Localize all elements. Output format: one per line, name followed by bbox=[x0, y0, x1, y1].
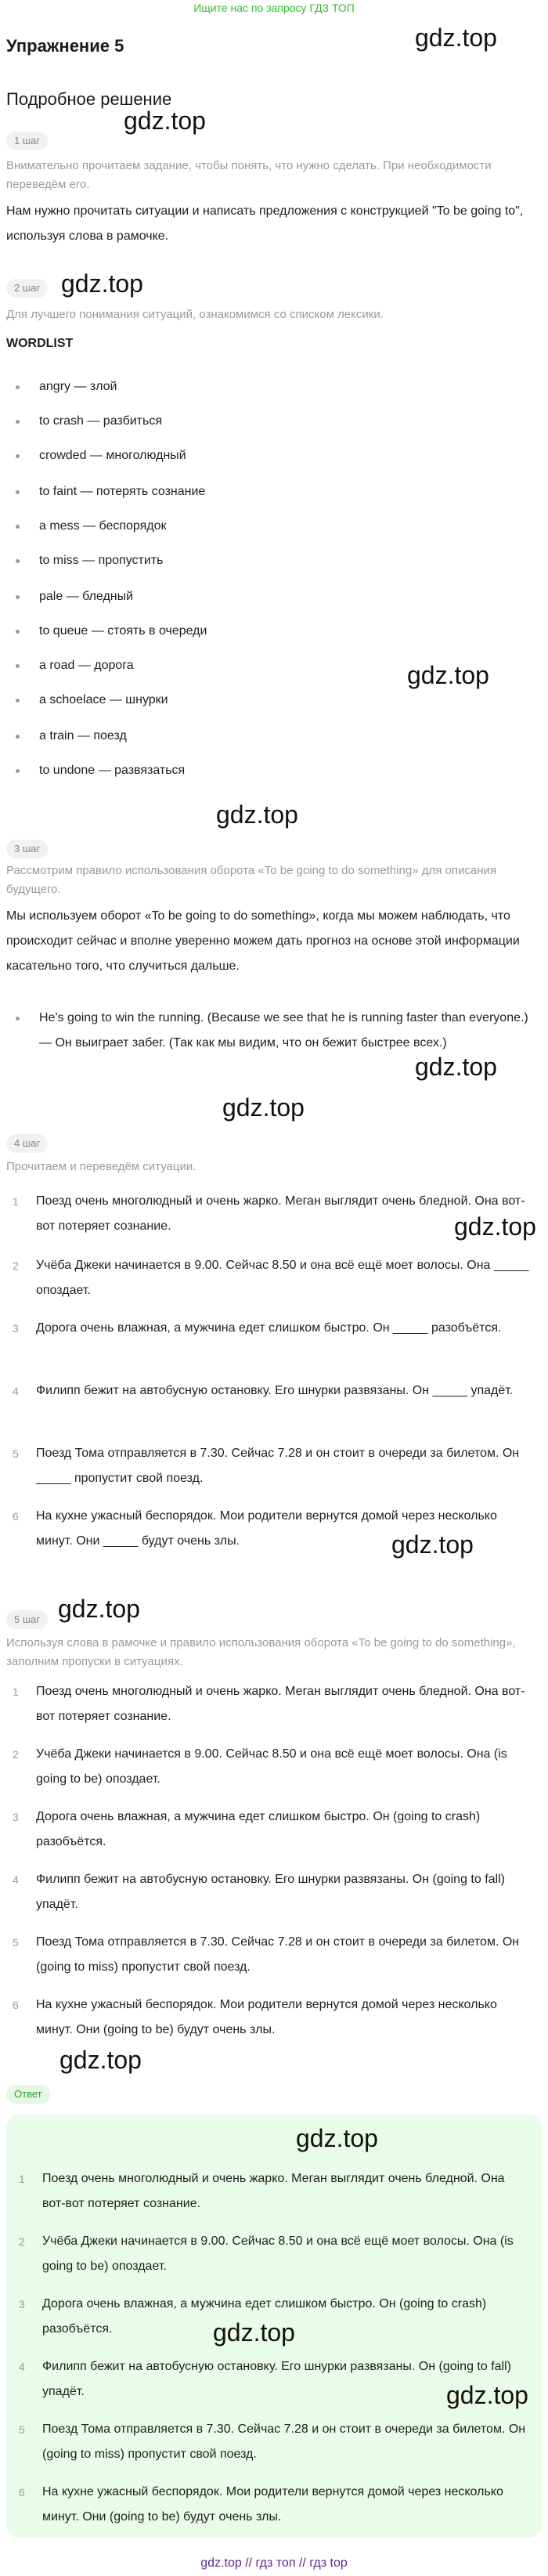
wordlist-heading: WORDLIST bbox=[6, 337, 74, 350]
step-description: Используя слова в рамочке и правило использования оборота «To be going to do something», заполним пропуски в ситуациях. bbox=[6, 1636, 516, 1668]
watermark: gdz.top bbox=[407, 661, 489, 689]
footer-links[interactable]: gdz.top // гдз топ // гдз top bbox=[200, 2556, 348, 2570]
step-description: Внимательно прочитаем задание, чтобы понять, что нужно сделать. При необходимости переведём его. bbox=[6, 159, 492, 191]
section-title: Подробное решение bbox=[6, 89, 172, 109]
watermark: gdz.top bbox=[446, 2381, 528, 2409]
step-description: Для лучшего понимания ситуаций, ознакомимся со списком лексики. bbox=[6, 308, 384, 321]
step-description: Прочитаем и переведём ситуации. bbox=[6, 1160, 196, 1173]
watermark: gdz.top bbox=[296, 2124, 378, 2152]
step-badge: 3 шаг bbox=[6, 840, 48, 858]
watermark: gdz.top bbox=[213, 2318, 295, 2347]
watermark: gdz.top bbox=[415, 1053, 497, 1081]
watermark: gdz.top bbox=[216, 800, 298, 829]
step-text: Мы используем оборот «To be going to do something», когда мы можем наблюдать, что происходит сейчас и вполне уверенно можем дать прогноз на основе этой информации касательно того, что случиться дальше. bbox=[6, 909, 520, 973]
step-text: Нам нужно прочитать ситуации и написать предложения с конструкцией "To be going to", используя слова в рамочке. bbox=[6, 204, 524, 243]
watermark: gdz.top bbox=[61, 269, 143, 298]
watermark: gdz.top bbox=[59, 2046, 142, 2074]
page-title: Упражнение 5 bbox=[6, 36, 124, 56]
search-banner: Ищите нас по запросу ГДЗ ТОП bbox=[193, 2, 355, 14]
answer-badge: Ответ bbox=[6, 2085, 50, 2104]
watermark: gdz.top bbox=[415, 23, 497, 52]
watermark: gdz.top bbox=[124, 107, 206, 135]
watermark: gdz.top bbox=[391, 1530, 474, 1559]
watermark: gdz.top bbox=[58, 1595, 140, 1623]
step-description: Рассмотрим правило использования оборота «To be going to do something» для описания будущего. bbox=[6, 864, 496, 896]
step-badge: 4 шаг bbox=[6, 1134, 48, 1153]
watermark: gdz.top bbox=[222, 1093, 305, 1122]
step-badge: 1 шаг bbox=[6, 132, 48, 150]
step-badge: 5 шаг bbox=[6, 1610, 48, 1629]
step-badge: 2 шаг bbox=[6, 279, 48, 298]
watermark: gdz.top bbox=[454, 1212, 536, 1241]
